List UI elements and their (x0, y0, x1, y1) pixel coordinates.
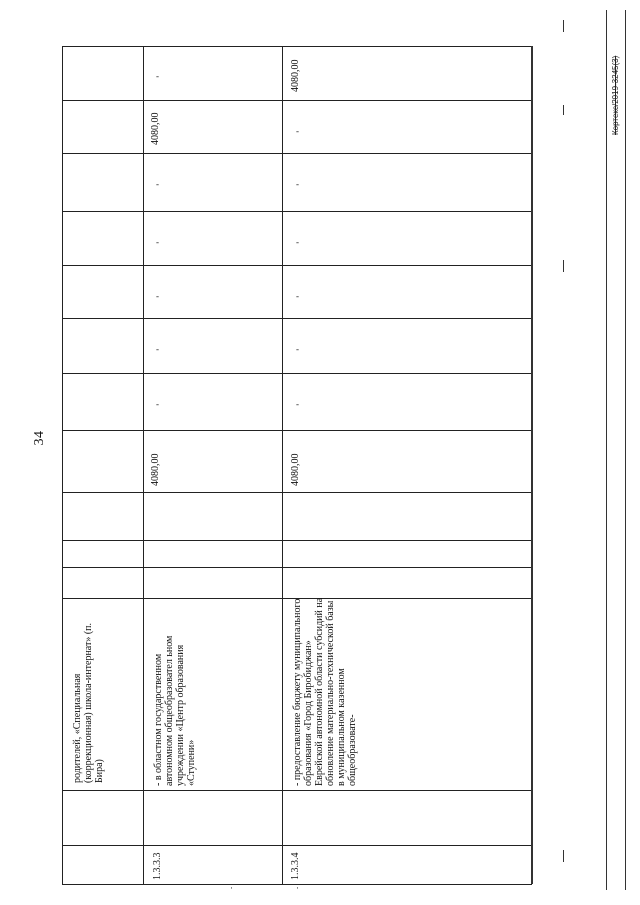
margin-tick (563, 105, 564, 115)
row3-value-1: 4080,00 (290, 453, 301, 486)
row3-value-3: - (296, 344, 299, 354)
table-row-line (143, 46, 144, 884)
row2-value-5: - (156, 237, 159, 247)
row1-value-7: 4080,00 (150, 112, 161, 145)
table-line (62, 211, 532, 212)
row2-value-3: - (156, 344, 159, 354)
table-border-left (62, 46, 63, 884)
table-line (62, 153, 532, 154)
table-line (62, 492, 532, 493)
table-line (62, 373, 532, 374)
table-border-top (62, 46, 532, 47)
margin-tick (563, 850, 564, 862)
document-code-stamp: Кортекс/2019-3245(3) (611, 55, 620, 135)
scan-mark: · (230, 883, 233, 893)
table-line (62, 790, 532, 791)
margin-line (606, 10, 607, 890)
table-line (62, 430, 532, 431)
row2-id: 1.3.3.3 (152, 852, 163, 880)
table-row-line (282, 46, 283, 884)
margin-tick (563, 20, 564, 32)
row2-value-2: - (156, 399, 159, 409)
row3-value-4: - (296, 291, 299, 301)
table-line (62, 265, 532, 266)
table-line (62, 100, 532, 101)
row3-value-8: 4080,00 (290, 59, 301, 92)
row3-value-5: - (296, 237, 299, 247)
row3-value-6: - (296, 179, 299, 189)
row1-name: родителей, «Специальная (коррекционная) школа-интернат» (п. Бира) (72, 622, 105, 783)
page-number: 34 (32, 430, 47, 446)
row1-value-8: - (156, 71, 159, 81)
row3-id: 1.3.3.4 (290, 852, 301, 880)
row3-name: - предоставление бюджету муниципального образования «Город Биробиджан» Еврейской автономной области субсидий на обновление материально-технической базы в муниципальном казенном общеобразовате- (292, 597, 358, 786)
row2-name: - в областном государственном автономном общеобразовател ьном учреждении «Центр образования «Ступени» (153, 635, 197, 786)
table-line (62, 318, 532, 319)
row2-value-4: - (156, 291, 159, 301)
table-border-right (531, 46, 533, 884)
table-line (62, 845, 532, 846)
row2-value-6: - (156, 179, 159, 189)
scan-mark: · (296, 883, 299, 893)
row3-value-7: - (296, 126, 299, 136)
margin-tick (563, 260, 564, 272)
table-line (62, 540, 532, 541)
margin-line (625, 10, 626, 890)
row3-value-2: - (296, 399, 299, 409)
table-line (62, 567, 532, 568)
row2-value-1: 4080,00 (150, 453, 161, 486)
